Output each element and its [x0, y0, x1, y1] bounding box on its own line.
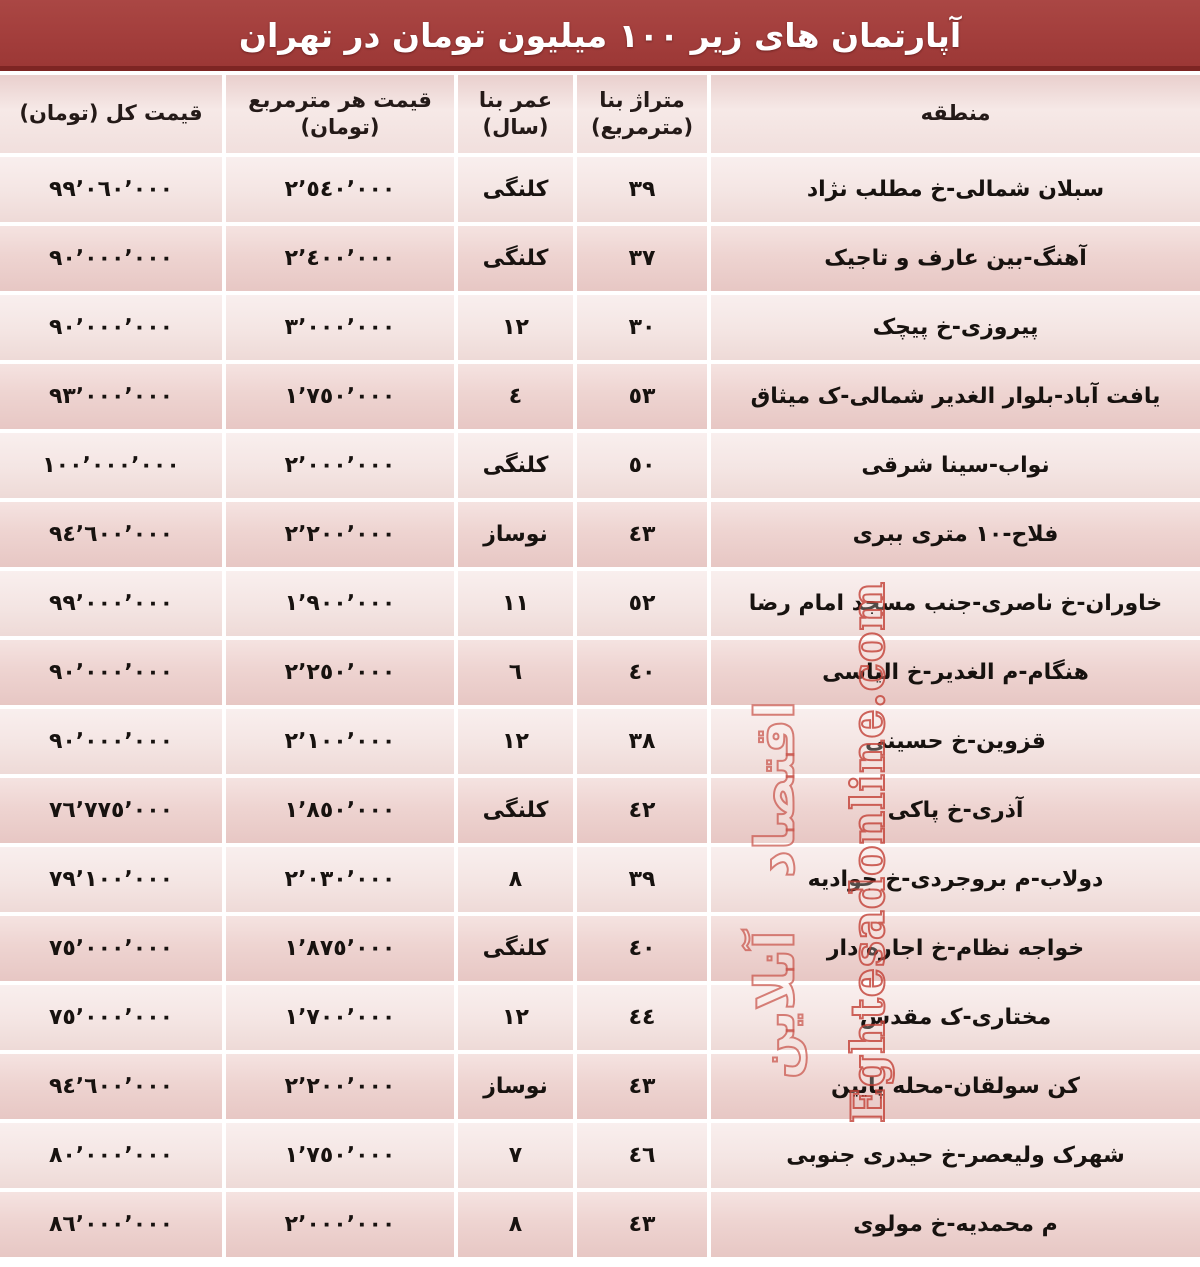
- cell-area: ٤٢: [577, 778, 707, 843]
- column-header-age: [458, 75, 573, 153]
- page-title: آپارتمان های زیر ١٠٠ میلیون تومان در تهران: [0, 0, 1200, 71]
- column-header-price-per-meter-label: قیمت هر مترمربع: [248, 87, 432, 112]
- cell-age: ٨: [458, 1192, 573, 1257]
- cell-area: ٣٩: [577, 847, 707, 912]
- watermark-eghtesadonline-url: Eghtesadonline.com: [841, 580, 895, 1124]
- cell-price-per-meter: ١٬٩٠٠٬٠٠٠: [226, 571, 454, 636]
- cell-area: ٤٠: [577, 916, 707, 981]
- cell-total-price: ٨٠٬٠٠٠٬٠٠٠: [0, 1123, 222, 1188]
- column-header-region-label: منطقه: [920, 101, 991, 126]
- cell-total-price: ٩٣٬٠٠٠٬٠٠٠: [0, 364, 222, 429]
- cell-age: ٤: [458, 364, 573, 429]
- cell-total-price: ٩٩٬٠٦٠٬٠٠٠: [0, 157, 222, 222]
- cell-area: ٤٣: [577, 1192, 707, 1257]
- column-header-age-unit: (سال): [482, 115, 549, 139]
- cell-area: ٤٤: [577, 985, 707, 1050]
- cell-price-per-meter: ٢٬٠٠٠٬٠٠٠: [226, 433, 454, 498]
- column-header-price-per-meter: [226, 75, 454, 153]
- column-header-region: [711, 75, 1200, 153]
- cell-price-per-meter: ٢٬٢٥٠٬٠٠٠: [226, 640, 454, 705]
- cell-price-per-meter: ١٬٧٥٠٬٠٠٠: [226, 364, 454, 429]
- cell-age: نوساز: [458, 1054, 573, 1119]
- cell-age: ٧: [458, 1123, 573, 1188]
- cell-region: خواجه نظام-خ اجاره دار: [711, 916, 1200, 981]
- column-header-area-label: متراژ بنا: [599, 87, 685, 112]
- cell-age: نوساز: [458, 502, 573, 567]
- cell-region: دولاب-م بروجردی-خ جوادیه: [711, 847, 1200, 912]
- cell-area: ٤٦: [577, 1123, 707, 1188]
- cell-age: کلنگی: [458, 433, 573, 498]
- cell-region: مختاری-ک مقدس: [711, 985, 1200, 1050]
- cell-total-price: ٨٦٬٠٠٠٬٠٠٠: [0, 1192, 222, 1257]
- cell-price-per-meter: ٢٬٢٠٠٬٠٠٠: [226, 502, 454, 567]
- cell-region: فلاح-١٠ متری ببری: [711, 502, 1200, 567]
- cell-price-per-meter: ٢٬٥٤٠٬٠٠٠: [226, 157, 454, 222]
- cell-region: شهرک ولیعصر-خ حیدری جنوبی: [711, 1123, 1200, 1188]
- cell-region: هنگام-م الغدیر-خ الیاسی: [711, 640, 1200, 705]
- cell-price-per-meter: ١٬٨٥٠٬٠٠٠: [226, 778, 454, 843]
- cell-price-per-meter: ١٬٧٠٠٬٠٠٠: [226, 985, 454, 1050]
- cell-area: ٤٣: [577, 502, 707, 567]
- column-header-total-price: [0, 75, 222, 153]
- cell-region: سبلان شمالی-خ مطلب نژاد: [711, 157, 1200, 222]
- cell-price-per-meter: ٢٬٤٠٠٬٠٠٠: [226, 226, 454, 291]
- cell-total-price: ٩٤٬٦٠٠٬٠٠٠: [0, 502, 222, 567]
- column-header-area: [577, 75, 707, 153]
- cell-price-per-meter: ٢٬٠٣٠٬٠٠٠: [226, 847, 454, 912]
- cell-area: ٣٨: [577, 709, 707, 774]
- cell-age: ١٢: [458, 709, 573, 774]
- column-header-price-per-meter-unit: (تومان): [300, 115, 380, 139]
- column-header-age-label: عمر بنا: [478, 87, 553, 112]
- cell-area: ٥٣: [577, 364, 707, 429]
- cell-region: م محمدیه-خ مولوی: [711, 1192, 1200, 1257]
- cell-total-price: ٧٥٬٠٠٠٬٠٠٠: [0, 985, 222, 1050]
- cell-price-per-meter: ٢٬٠٠٠٬٠٠٠: [226, 1192, 454, 1257]
- cell-area: ٥٠: [577, 433, 707, 498]
- cell-area: ٤٠: [577, 640, 707, 705]
- column-header-total-price-label: قیمت کل (تومان): [19, 101, 203, 126]
- cell-total-price: ٩٠٬٠٠٠٬٠٠٠: [0, 226, 222, 291]
- cell-total-price: ٩٠٬٠٠٠٬٠٠٠: [0, 295, 222, 360]
- cell-region: یافت آباد-بلوار الغدیر شمالی-ک میثاق: [711, 364, 1200, 429]
- cell-price-per-meter: ١٬٧٥٠٬٠٠٠: [226, 1123, 454, 1188]
- cell-region: قزوین-خ حسینی: [711, 709, 1200, 774]
- cell-price-per-meter: ٣٬٠٠٠٬٠٠٠: [226, 295, 454, 360]
- cell-area: ٤٣: [577, 1054, 707, 1119]
- cell-age: ١٢: [458, 295, 573, 360]
- cell-total-price: ١٠٠٬٠٠٠٬٠٠٠: [0, 433, 222, 498]
- cell-total-price: ٧٩٬١٠٠٬٠٠٠: [0, 847, 222, 912]
- cell-age: ١١: [458, 571, 573, 636]
- cell-area: ٣٩: [577, 157, 707, 222]
- cell-region: خاوران-خ ناصری-جنب مسجد امام رضا: [711, 571, 1200, 636]
- cell-age: ٦: [458, 640, 573, 705]
- cell-area: ٣٠: [577, 295, 707, 360]
- cell-total-price: ٩٠٬٠٠٠٬٠٠٠: [0, 640, 222, 705]
- cell-age: کلنگی: [458, 778, 573, 843]
- cell-total-price: ٩٤٬٦٠٠٬٠٠٠: [0, 1054, 222, 1119]
- cell-age: کلنگی: [458, 916, 573, 981]
- cell-total-price: ٧٦٬٧٧٥٬٠٠٠: [0, 778, 222, 843]
- cell-price-per-meter: ١٬٨٧٥٬٠٠٠: [226, 916, 454, 981]
- column-header-area-unit: (مترمربع): [590, 115, 694, 139]
- cell-total-price: ٧٥٬٠٠٠٬٠٠٠: [0, 916, 222, 981]
- cell-region: پیروزی-خ پیچک: [711, 295, 1200, 360]
- cell-age: ١٢: [458, 985, 573, 1050]
- cell-total-price: ٩٩٬٠٠٠٬٠٠٠: [0, 571, 222, 636]
- cell-total-price: ٩٠٬٠٠٠٬٠٠٠: [0, 709, 222, 774]
- cell-region: نواب-سینا شرقی: [711, 433, 1200, 498]
- cell-age: کلنگی: [458, 226, 573, 291]
- cell-age: ٨: [458, 847, 573, 912]
- watermark-eghtesad-online-persian: اقتصاد آنلاین: [743, 700, 807, 1080]
- apartments-table: [0, 75, 1200, 1257]
- cell-region: کن سولقان-محله پایین: [711, 1054, 1200, 1119]
- cell-age: کلنگی: [458, 157, 573, 222]
- cell-price-per-meter: ٢٬١٠٠٬٠٠٠: [226, 709, 454, 774]
- cell-price-per-meter: ٢٬٢٠٠٬٠٠٠: [226, 1054, 454, 1119]
- cell-area: ٥٢: [577, 571, 707, 636]
- cell-region: آهنگ-بین عارف و تاجیک: [711, 226, 1200, 291]
- cell-region: آذری-خ پاکی: [711, 778, 1200, 843]
- cell-area: ٣٧: [577, 226, 707, 291]
